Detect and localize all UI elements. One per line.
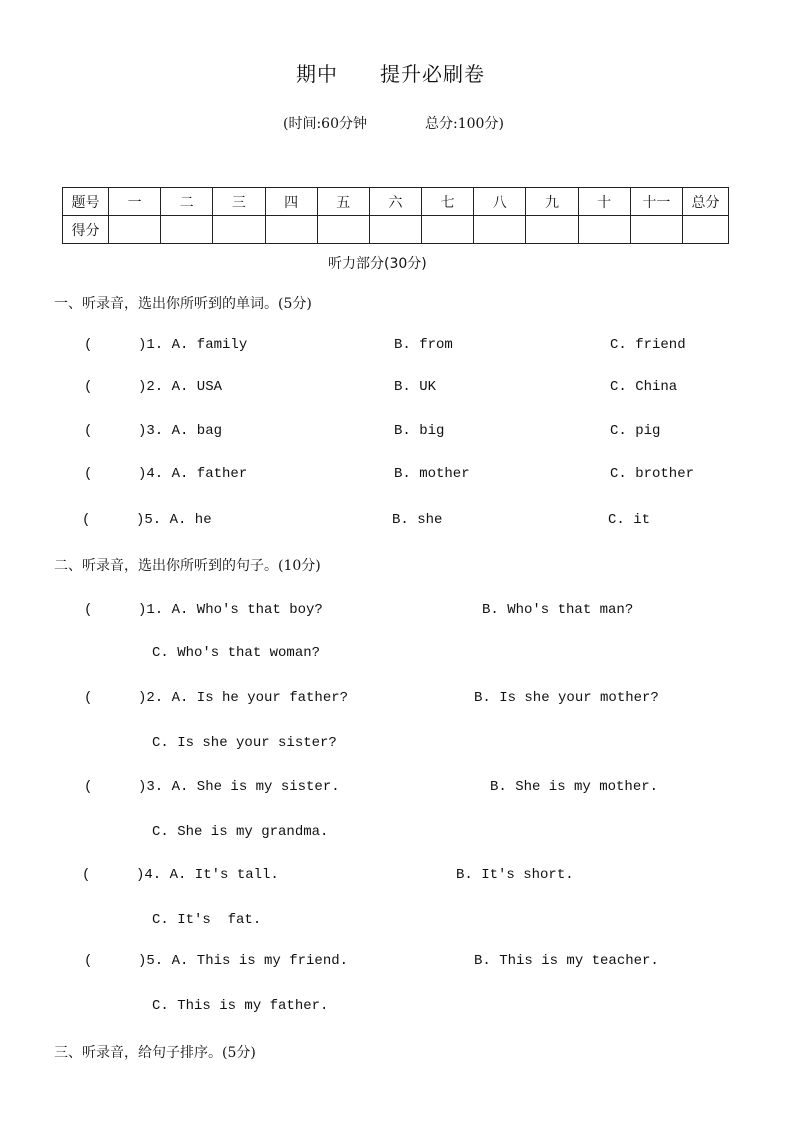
exam-total: 总分:100分) bbox=[425, 116, 504, 132]
score-cell[interactable] bbox=[213, 216, 265, 244]
table-header-cell: 十 bbox=[578, 188, 630, 216]
option-c: C. It's fat. bbox=[152, 912, 262, 928]
answer-paren[interactable]: ( bbox=[84, 379, 93, 395]
option-a: )5. A. This is my friend. bbox=[138, 953, 349, 969]
title-right: 提升必刷卷 bbox=[380, 62, 485, 86]
answer-paren[interactable]: ( bbox=[84, 423, 93, 439]
score-cell[interactable] bbox=[109, 216, 161, 244]
option-c: C. China bbox=[610, 379, 678, 395]
score-table-score-row bbox=[63, 216, 729, 244]
table-header-cell: 九 bbox=[526, 188, 578, 216]
score-table-header-row bbox=[63, 188, 729, 216]
option-a: )3. A. She is my sister. bbox=[138, 779, 340, 795]
option-c: C. friend bbox=[610, 337, 686, 353]
option-c: C. This is my father. bbox=[152, 998, 329, 1014]
score-cell[interactable] bbox=[630, 216, 682, 244]
score-cell[interactable] bbox=[474, 216, 526, 244]
option-c: C. She is my grandma. bbox=[152, 824, 329, 840]
table-header-cell: 三 bbox=[213, 188, 265, 216]
option-a: )2. A. USA bbox=[138, 379, 223, 395]
score-cell[interactable] bbox=[369, 216, 421, 244]
option-b: B. Who's that man? bbox=[482, 602, 634, 618]
table-header-cell: 十一 bbox=[630, 188, 682, 216]
table-header-cell: 六 bbox=[369, 188, 421, 216]
table-header-cell: 五 bbox=[317, 188, 369, 216]
option-c: C. it bbox=[608, 512, 651, 528]
table-header-cell: 七 bbox=[422, 188, 474, 216]
score-row-label: 得分 bbox=[63, 216, 109, 244]
option-a: )2. A. Is he your father? bbox=[138, 690, 349, 706]
answer-paren[interactable]: ( bbox=[84, 466, 93, 482]
option-a: )4. A. father bbox=[138, 466, 248, 482]
option-a: )3. A. bag bbox=[138, 423, 223, 439]
section-2-title: 二、听录音，选出你所听到的句子。(10分) bbox=[54, 558, 321, 574]
option-a: )5. A. he bbox=[136, 512, 212, 528]
option-b: B. This is my teacher. bbox=[474, 953, 659, 969]
answer-paren[interactable]: ( bbox=[82, 512, 91, 528]
exam-time: (时间:60分钟 bbox=[283, 116, 367, 132]
answer-paren[interactable]: ( bbox=[84, 690, 93, 706]
score-cell[interactable] bbox=[683, 216, 729, 244]
answer-paren[interactable]: ( bbox=[82, 867, 91, 883]
score-table bbox=[62, 187, 729, 244]
score-cell[interactable] bbox=[526, 216, 578, 244]
option-b: B. she bbox=[392, 512, 443, 528]
option-b: B. UK bbox=[394, 379, 437, 395]
table-header-cell: 一 bbox=[109, 188, 161, 216]
option-a: )1. A. Who's that boy? bbox=[138, 602, 323, 618]
option-a: )1. A. family bbox=[138, 337, 248, 353]
answer-paren[interactable]: ( bbox=[84, 953, 93, 969]
answer-paren[interactable]: ( bbox=[84, 779, 93, 795]
option-a: )4. A. It's tall. bbox=[136, 867, 279, 883]
answer-paren[interactable]: ( bbox=[84, 602, 93, 618]
section-1-title: 一、听录音，选出你所听到的单词。(5分) bbox=[54, 296, 312, 312]
option-c: C. Is she your sister? bbox=[152, 735, 337, 751]
option-b: B. She is my mother. bbox=[490, 779, 659, 795]
option-c: C. Who's that woman? bbox=[152, 645, 321, 661]
listening-part-title: 听力部分(30分) bbox=[328, 256, 427, 272]
option-b: B. from bbox=[394, 337, 453, 353]
option-b: B. mother bbox=[394, 466, 470, 482]
table-header-cell: 四 bbox=[265, 188, 317, 216]
section-3-title: 三、听录音，给句子排序。(5分) bbox=[54, 1045, 256, 1061]
option-c: C. pig bbox=[610, 423, 661, 439]
answer-paren[interactable]: ( bbox=[84, 337, 93, 353]
option-c: C. brother bbox=[610, 466, 695, 482]
table-header-cell: 总分 bbox=[683, 188, 729, 216]
title-left: 期中 bbox=[296, 62, 338, 86]
option-b: B. Is she your mother? bbox=[474, 690, 659, 706]
score-cell[interactable] bbox=[265, 216, 317, 244]
score-cell[interactable] bbox=[317, 216, 369, 244]
table-header-cell: 八 bbox=[474, 188, 526, 216]
score-cell[interactable] bbox=[578, 216, 630, 244]
score-cell[interactable] bbox=[161, 216, 213, 244]
table-header-cell: 二 bbox=[161, 188, 213, 216]
score-cell[interactable] bbox=[422, 216, 474, 244]
option-b: B. big bbox=[394, 423, 445, 439]
option-b: B. It's short. bbox=[456, 867, 574, 883]
table-header-cell: 题号 bbox=[63, 188, 109, 216]
